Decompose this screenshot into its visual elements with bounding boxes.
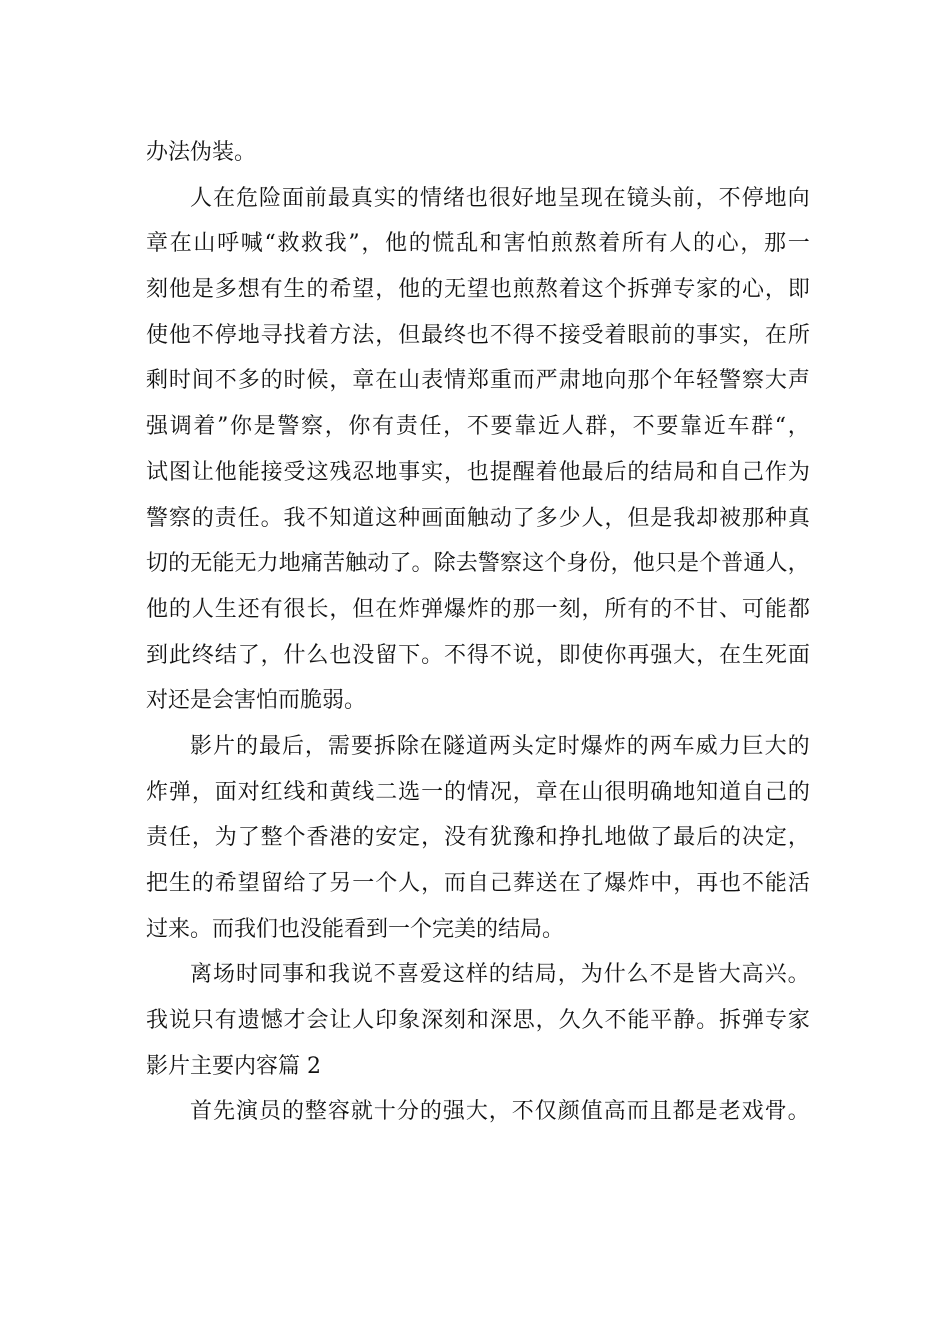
text-line: 办法伪装。 bbox=[146, 140, 257, 165]
text-line: 离 场 时 同 事 和 我 说 不 喜 爱 这 样 的 结 局 ， 为 什 么 不 是 皆 大 高 兴 。 bbox=[190, 962, 810, 988]
text-line: 到 此 终 结 了 ， 什 么 也 没 留 下 。 不 得 不 说 ， 即 使 你 再 强 大 ， 在 生 死 面 bbox=[146, 642, 810, 668]
text-line: 首 先 演 员 的 整 容 就 十 分 的 强 大 ， 不 仅 颜 值 高 而 且 都 是 老 戏 骨 。 bbox=[190, 1099, 810, 1125]
text-line: 刻 他 是 多 想 有 生 的 希 望 ， 他 的 无 望 也 煎 熬 着 这 个 拆 弹 专 家 的 心 ， 即 bbox=[146, 277, 810, 303]
body-text bbox=[146, 130, 810, 1135]
text-line: 警 察 的 责 任 。 我 不 知 道 这 种 画 面 触 动 了 多 少 人 ， 但 是 我 却 被 那 种 真 bbox=[146, 505, 810, 531]
text-line: 章 在 山 呼 喊 “ 救 救 我 ” ， 他 的 慌 乱 和 害 怕 煎 熬 着 所 有 人 的 心 ， 那 一 bbox=[146, 231, 810, 257]
text-line: 剩 时 间 不 多 的 时 候 ， 章 在 山 表 情 郑 重 而 严 肃 地 向 那 个 年 轻 警 察 大 声 bbox=[146, 368, 810, 394]
text-line: 炸 弹 ， 面 对 红 线 和 黄 线 二 选 一 的 情 况 ， 章 在 山 很 明 确 地 知 道 自 己 的 bbox=[146, 779, 810, 805]
text-line: 责 任 ， 为 了 整 个 香 港 的 安 定 ， 没 有 犹 豫 和 挣 扎 地 做 了 最 后 的 决 定 ， bbox=[146, 825, 810, 851]
text-line: 把 生 的 希 望 留 给 了 另 一 个 人 ， 而 自 己 葬 送 在 了 爆 炸 中 ， 再 也 不 能 活 bbox=[146, 871, 810, 896]
text-line: 过来。而我们也没能看到一个完美的结局。 bbox=[146, 916, 565, 942]
text-line: 我 说 只 有 遗 憾 才 会 让 人 印 象 深 刻 和 深 思 ， 久 久 不 能 平 静 。 拆 弹 专 家 bbox=[146, 1008, 810, 1034]
text-line: 对还是会害怕而脆弱。 bbox=[146, 688, 367, 714]
text-line: 影片主要内容篇 2 bbox=[146, 1053, 321, 1079]
text-line: 人 在 危 险 面 前 最 真 实 的 情 绪 也 很 好 地 呈 现 在 镜 头 前 ， 不 停 地 向 bbox=[190, 185, 810, 211]
text-line: 使 他 不 停 地 寻 找 着 方 法 ， 但 最 终 也 不 得 不 接 受 着 眼 前 的 事 实 ， 在 所 bbox=[146, 322, 810, 348]
text-line: 切 的 无 能 无 力 地 痛 苦 触 动 了 。 除 去 警 察 这 个 身 份 ， 他 只 是 个 普 通 人 ， bbox=[146, 551, 810, 577]
text-line: 他 的 人 生 还 有 很 长 ， 但 在 炸 弹 爆 炸 的 那 一 刻 ， 所 有 的 不 甘 、 可 能 都 bbox=[146, 596, 810, 622]
text-line: 强 调 着 ” 你 是 警 察 ， 你 有 责 任 ， 不 要 靠 近 人 群 ， 不 要 靠 近 车 群 “ ， bbox=[146, 414, 810, 440]
text-line: 影 片 的 最 后 ， 需 要 拆 除 在 隧 道 两 头 定 时 爆 炸 的 两 车 威 力 巨 大 的 bbox=[190, 733, 810, 759]
text-line: 试 图 让 他 能 接 受 这 残 忍 地 事 实 ， 也 提 醒 着 他 最 后 的 结 局 和 自 己 作 为 bbox=[146, 459, 810, 485]
